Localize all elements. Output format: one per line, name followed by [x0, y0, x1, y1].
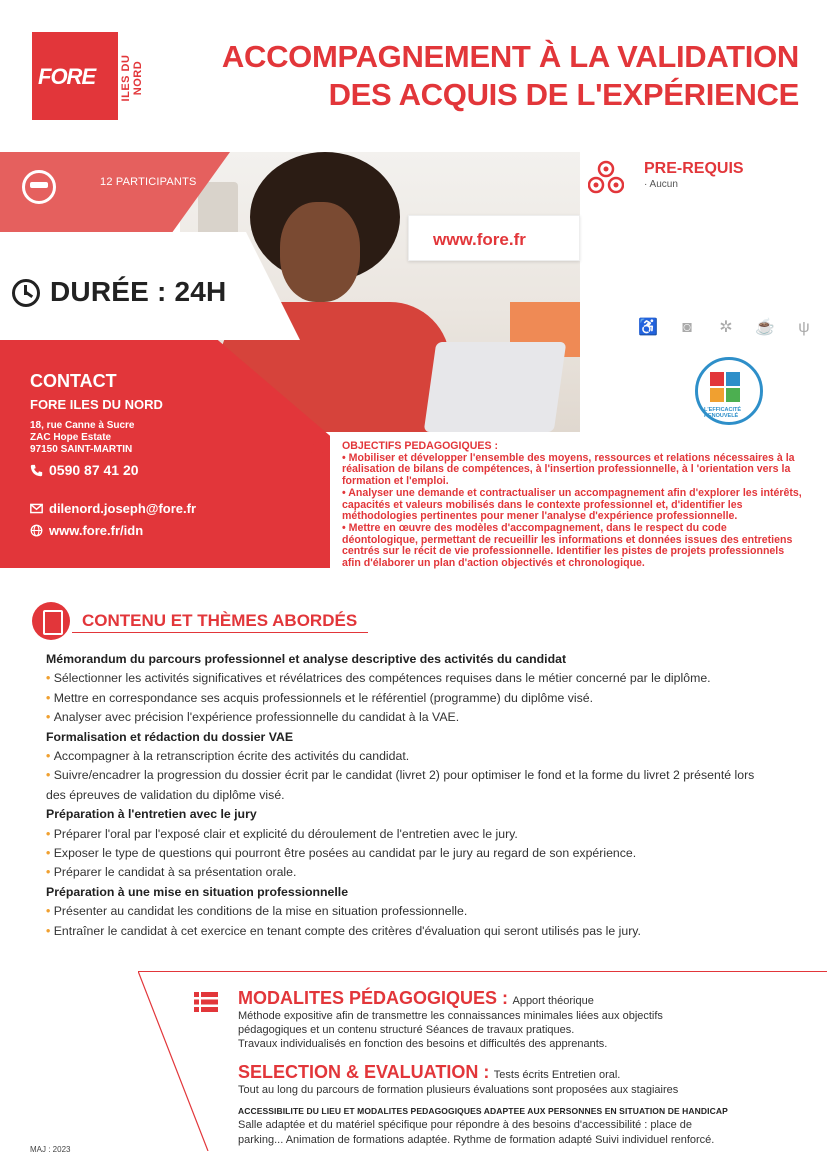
- clipboard-icon: [32, 602, 70, 640]
- accessibilite-line: parking... Animation de formations adaptée. Rythme de formation adapté Suivi individuel renforcé.: [238, 1134, 715, 1146]
- badge-text: L'EFFICACITÉ RENOUVELÉ: [704, 407, 742, 419]
- prerequis-title: PRE-REQUIS: [644, 160, 744, 177]
- wheelchair-icon: ♿: [638, 319, 658, 336]
- fore-logo: [32, 32, 118, 120]
- contact-address: [30, 420, 135, 456]
- theme-bullet: • Mettre en correspondance ses acquis professionnels et le référentiel (programme) du diplôme visé.: [46, 689, 758, 708]
- phone-number: 0590 87 41 20: [49, 462, 139, 478]
- presenter-icon: [298, 441, 326, 463]
- prerequis-text: · Aucun: [644, 179, 678, 190]
- modalites-line: Travaux individualisés en fonction des besoins et difficultés des apprenants.: [238, 1038, 608, 1050]
- web-address: www.fore.fr/idn: [49, 523, 144, 538]
- selection-subtitle: Tests écrits Entretien oral.: [493, 1069, 621, 1081]
- network-icon: [588, 160, 624, 194]
- modalites-block: [238, 988, 798, 1051]
- phone-icon: [30, 464, 43, 477]
- accessibilite-text: [238, 1118, 808, 1148]
- theme-bullet: • Sélectionner les activités significatives et révélatrices des compétences requises dans le métier concerné par le diplôme.: [46, 669, 758, 688]
- helmet-icon: [22, 170, 56, 204]
- theme-bullet: • Suivre/encadrer la progression du dossier écrit par le candidat (livret 2) pour optimiser le fond et la forme du livret 2 présenté lors des épreuves de validation du diplôme visé.: [46, 766, 758, 805]
- email-address: dilenord.joseph@fore.fr: [49, 501, 197, 516]
- content-title: CONTENU ET THÈMES ABORDÉS: [82, 611, 358, 630]
- themes-list: [46, 650, 758, 941]
- globe-icon: [30, 524, 43, 537]
- contact-web[interactable]: [30, 523, 143, 538]
- title-line-2: DES ACQUIS DE L'EXPÉRIENCE: [328, 77, 799, 112]
- page-title: [222, 38, 799, 114]
- contact-title: CONTACT: [30, 371, 117, 391]
- rss-icon: ◙: [682, 319, 692, 336]
- update-date: MAJ : 2023: [30, 1145, 71, 1154]
- address-line: 18, rue Canne à Sucre: [30, 420, 135, 431]
- selection-block: [238, 1062, 808, 1097]
- objectif-item: • Mobiliser et développer l'ensemble des moyens, ressources et relations nécessaires à la réalisation de bilans de compétences, à l'insertion professionnelle, à l 'orientation vers la formation et l'emploi.: [342, 451, 795, 488]
- section-divider: [72, 632, 368, 633]
- contact-phone[interactable]: [30, 462, 139, 478]
- selection-title: SELECTION & EVALUATION :: [238, 1062, 490, 1082]
- duration-label: DURÉE : 24H: [50, 276, 227, 307]
- modalites-title: MODALITES PÉDAGOGIQUES :: [238, 988, 509, 1008]
- theme-heading: Formalisation et rédaction du dossier VAE: [46, 729, 294, 744]
- address-line: ZAC Hope Estate: [30, 432, 112, 443]
- address-line: 97150 SAINT-MARTIN: [30, 444, 133, 455]
- handicap-label-badge: [695, 357, 763, 425]
- objectif-item: • Analyser une demande et contractualiser un accompagnement afin d'explorer les intérêts, capacités et valeurs mobilisés dans le contexte professionnel et, d'identifier les méthodologies pertinentes pour mener l'analyse d'expérience professionnelle.: [342, 486, 802, 523]
- theme-bullet: • Analyser avec précision l'expérience professionnelle du candidat à la VAE.: [46, 708, 758, 727]
- theme-bullet: • Entraîner le candidat à cet exercice en tenant compte des critères d'évaluation qui seront utilisés pas le jury.: [46, 922, 758, 941]
- accessibilite-line: Salle adaptée et du matériel spécifique pour répondre à des besoins d'accessibilité : place de: [238, 1119, 692, 1131]
- website-box[interactable]: [408, 215, 580, 261]
- coffee-icon: ☕: [755, 319, 775, 336]
- cutlery-icon: ψ: [798, 319, 810, 336]
- theme-bullet: • Préparer le candidat à sa présentation orale.: [46, 863, 758, 882]
- logo-text: FORE: [38, 64, 96, 89]
- contact-org: FORE ILES DU NORD: [30, 397, 163, 412]
- modalites-line: pédagogiques et un contenu structuré Séances de travaux pratiques.: [238, 1024, 575, 1036]
- logo-side-label: [120, 32, 144, 120]
- modalites-line: Méthode expositive afin de transmettre les connaissances minimales liées aux objectifs: [238, 1010, 663, 1022]
- objectif-item: • Mettre en œuvre des modèles d'accompagnement, dans le respect du code déontologique, permettant de recueillir les informations et données issues des entretiens centrés sur le récit de vie professionnelle. Identifier les pistes de projets professionnels afin d'élaborer un plan d'action objectivés et chronologique.: [342, 521, 793, 570]
- logo-side-text: ILES DU NORD: [120, 54, 144, 102]
- theme-bullet: • Préparer l'oral par l'exposé clair et explicité du déroulement de l'entretien avec le jury.: [46, 825, 758, 844]
- bottom-divider: [138, 971, 827, 972]
- theme-bullet: • Présenter au candidat les conditions de la mise en situation professionnelle.: [46, 902, 758, 921]
- theme-heading: Préparation à l'entretien avec le jury: [46, 807, 257, 822]
- mail-icon: [30, 502, 43, 515]
- title-line-1: ACCOMPAGNEMENT À LA VALIDATION: [221, 39, 799, 74]
- objectifs-title: OBJECTIFS PEDAGOGIQUES :: [342, 440, 498, 452]
- clock-icon: [12, 279, 40, 307]
- theme-heading: Préparation à une mise en situation professionnelle: [46, 884, 349, 899]
- accessibilite-title: ACCESSIBILITE DU LIEU ET MODALITES PEDAGOGIQUES ADAPTEE AUX PERSONNES EN SITUATION DE HANDICAP: [238, 1106, 728, 1116]
- participants-count: 12 PARTICIPANTS: [100, 176, 197, 188]
- list-icon: [194, 991, 218, 1013]
- theme-bullet: • Accompagner à la retranscription écrite des activités du candidat.: [46, 747, 758, 766]
- website-link[interactable]: www.fore.fr: [433, 230, 526, 249]
- theme-heading: Mémorandum du parcours professionnel et analyse descriptive des activités du candidat: [46, 652, 567, 666]
- selection-text: Tout au long du parcours de formation plusieurs évaluations sont proposées aux stagiaires: [238, 1084, 679, 1096]
- contact-email[interactable]: [30, 501, 196, 516]
- accessibility-icons: [638, 318, 814, 342]
- theme-bullet: • Exposer le type de questions qui pourront être posées au candidat par le jury au regard de son expérience.: [46, 844, 758, 863]
- puzzle-icon: ✲: [719, 319, 733, 336]
- modalites-subtitle: Apport théorique: [512, 995, 594, 1007]
- objectifs-block: [342, 441, 802, 570]
